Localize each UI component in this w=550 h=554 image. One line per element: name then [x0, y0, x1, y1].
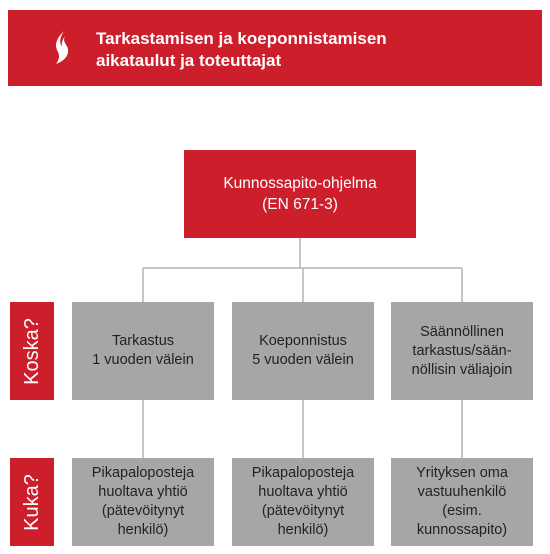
- box-line: Tarkastus: [111, 333, 175, 349]
- title-line-1: Tarkastamisen ja koeponnistamisen: [96, 29, 387, 48]
- who-box-company-responsible: [391, 458, 533, 546]
- root-line-1: Kunnossapito-ohjelma: [223, 175, 377, 192]
- box-line: kunnossapito): [416, 522, 508, 538]
- when-box-regular-inspection: [391, 302, 533, 400]
- box-line: nöllisin väliajoin: [411, 361, 513, 378]
- box-line: Säännöllinen: [420, 323, 504, 340]
- box-line: huoltava yhtiö: [258, 484, 348, 500]
- who-box-service-company-1: [72, 458, 214, 546]
- box-line: henkilö): [117, 522, 169, 538]
- box-line: 5 vuoden välein: [252, 352, 354, 368]
- box-line: huoltava yhtiö: [98, 484, 188, 500]
- box-line: Yrityksen oma: [416, 465, 508, 481]
- root-node-maintenance-program: [184, 150, 416, 238]
- side-label-who: [10, 458, 54, 546]
- box-line: vastuuhenkilö: [417, 484, 507, 500]
- box-line: 1 vuoden välein: [92, 352, 194, 368]
- box-line: tarkastus/sään-: [412, 342, 512, 359]
- when-box-inspection: [72, 302, 214, 400]
- root-line-2: (EN 671-3): [262, 196, 338, 213]
- box-line: Koeponnistus: [259, 333, 347, 349]
- box-line: Pikapaloposteja: [91, 465, 195, 481]
- when-box-pressure-test: [232, 302, 374, 400]
- box-line: (esim.: [442, 503, 482, 519]
- box-line: (pätevöitynyt: [261, 503, 345, 519]
- who-box-service-company-2: [232, 458, 374, 546]
- side-label-when-text: Koska?: [20, 317, 43, 385]
- box-line: (pätevöitynyt: [101, 503, 185, 519]
- box-line: Pikapaloposteja: [251, 465, 355, 481]
- side-label-who-text: Kuka?: [20, 473, 43, 531]
- box-line: henkilö): [277, 522, 329, 538]
- title-line-2: aikataulut ja toteuttajat: [96, 51, 282, 70]
- side-label-when: [10, 302, 54, 400]
